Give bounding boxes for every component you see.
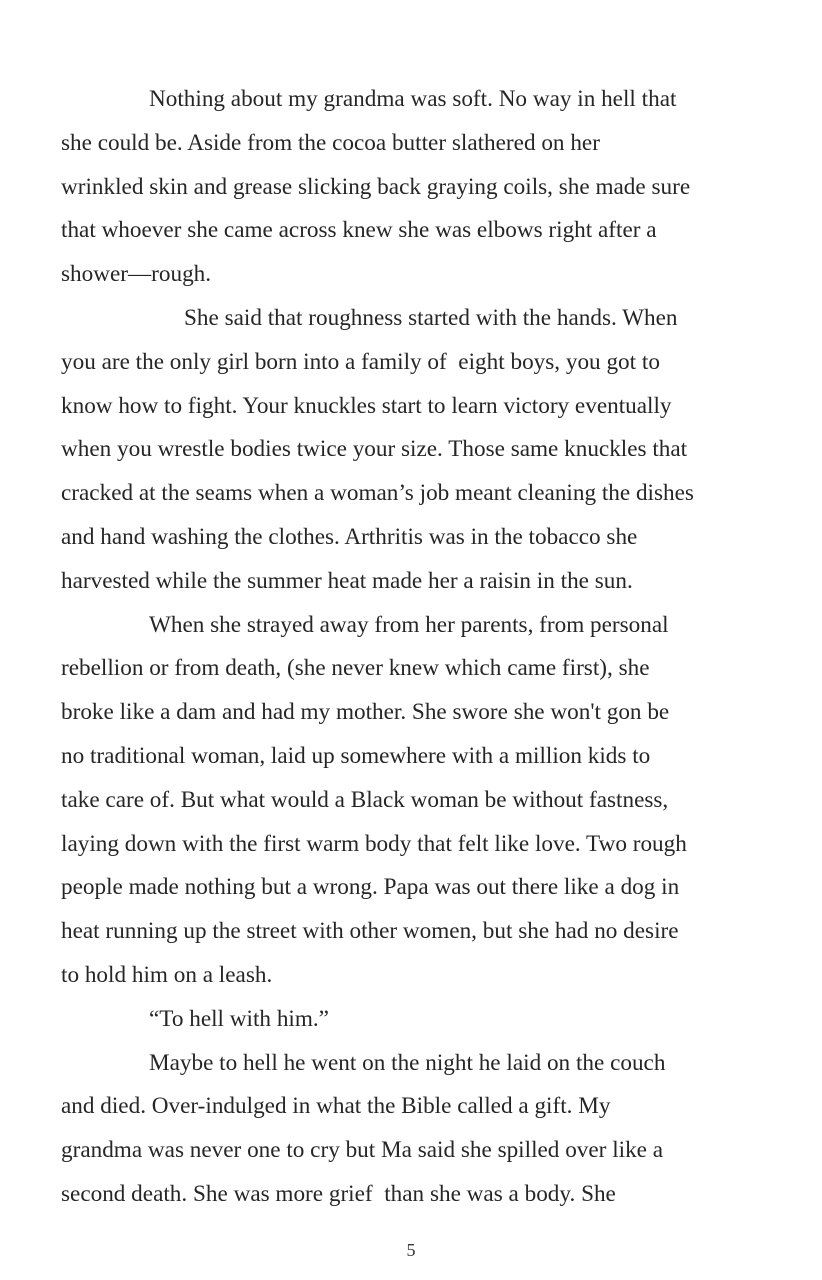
text-line: When she strayed away from her parents, from personal (149, 611, 669, 638)
text-line: rebellion or from death, (she never knew which came first), she (61, 655, 650, 682)
text-line: and hand washing the clothes. Arthritis was in the tobacco she (61, 523, 638, 550)
text-line: to hold him on a leash. (61, 961, 273, 988)
text-line: when you wrestle bodies twice your size. Those same knuckles that (61, 436, 688, 463)
text-line: people made nothing but a wrong. Papa was out there like a dog in (61, 874, 680, 901)
text-line: “To hell with him.” (149, 1005, 329, 1032)
text-line: cracked at the seams when a woman’s job meant cleaning the dishes (61, 480, 694, 507)
text-line: that whoever she came across knew she was elbows right after a (61, 217, 657, 244)
text-line: Nothing about my grandma was soft. No way in hell that (149, 86, 677, 112)
text-line: Maybe to hell he went on the night he laid on the couch (149, 1049, 666, 1076)
body-text (61, 78, 781, 1217)
text-line: no traditional woman, laid up somewhere with a million kids to (61, 742, 651, 769)
text-line: She said that roughness started with the hands. When (184, 304, 678, 331)
page-number: 5 (406, 1240, 416, 1260)
text-line: she could be. Aside from the cocoa butter slathered on her (61, 129, 600, 156)
text-line: laying down with the first warm body that felt like love. Two rough (61, 830, 687, 857)
text-line: know how to fight. Your knuckles start to learn victory eventually (61, 392, 672, 419)
text-line: and died. Over-indulged in what the Bible called a gift. My (61, 1093, 611, 1120)
text-line: wrinkled skin and grease slicking back graying coils, she made sure (61, 173, 691, 200)
text-line: you are the only girl born into a family of eight boys, you got to (61, 348, 660, 375)
text-line: take care of. But what would a Black woman be without fastness, (61, 786, 669, 813)
text-line: heat running up the street with other women, but she had no desire (61, 918, 679, 945)
text-line: grandma was never one to cry but Ma said she spilled over like a (61, 1137, 664, 1164)
text-line: second death. She was more grief than she was a body. She (61, 1180, 616, 1207)
text-line: shower—rough. (61, 261, 212, 288)
text-line: harvested while the summer heat made her a raisin in the sun. (61, 567, 633, 594)
text-line: broke like a dam and had my mother. She swore she won't gon be (61, 699, 670, 726)
